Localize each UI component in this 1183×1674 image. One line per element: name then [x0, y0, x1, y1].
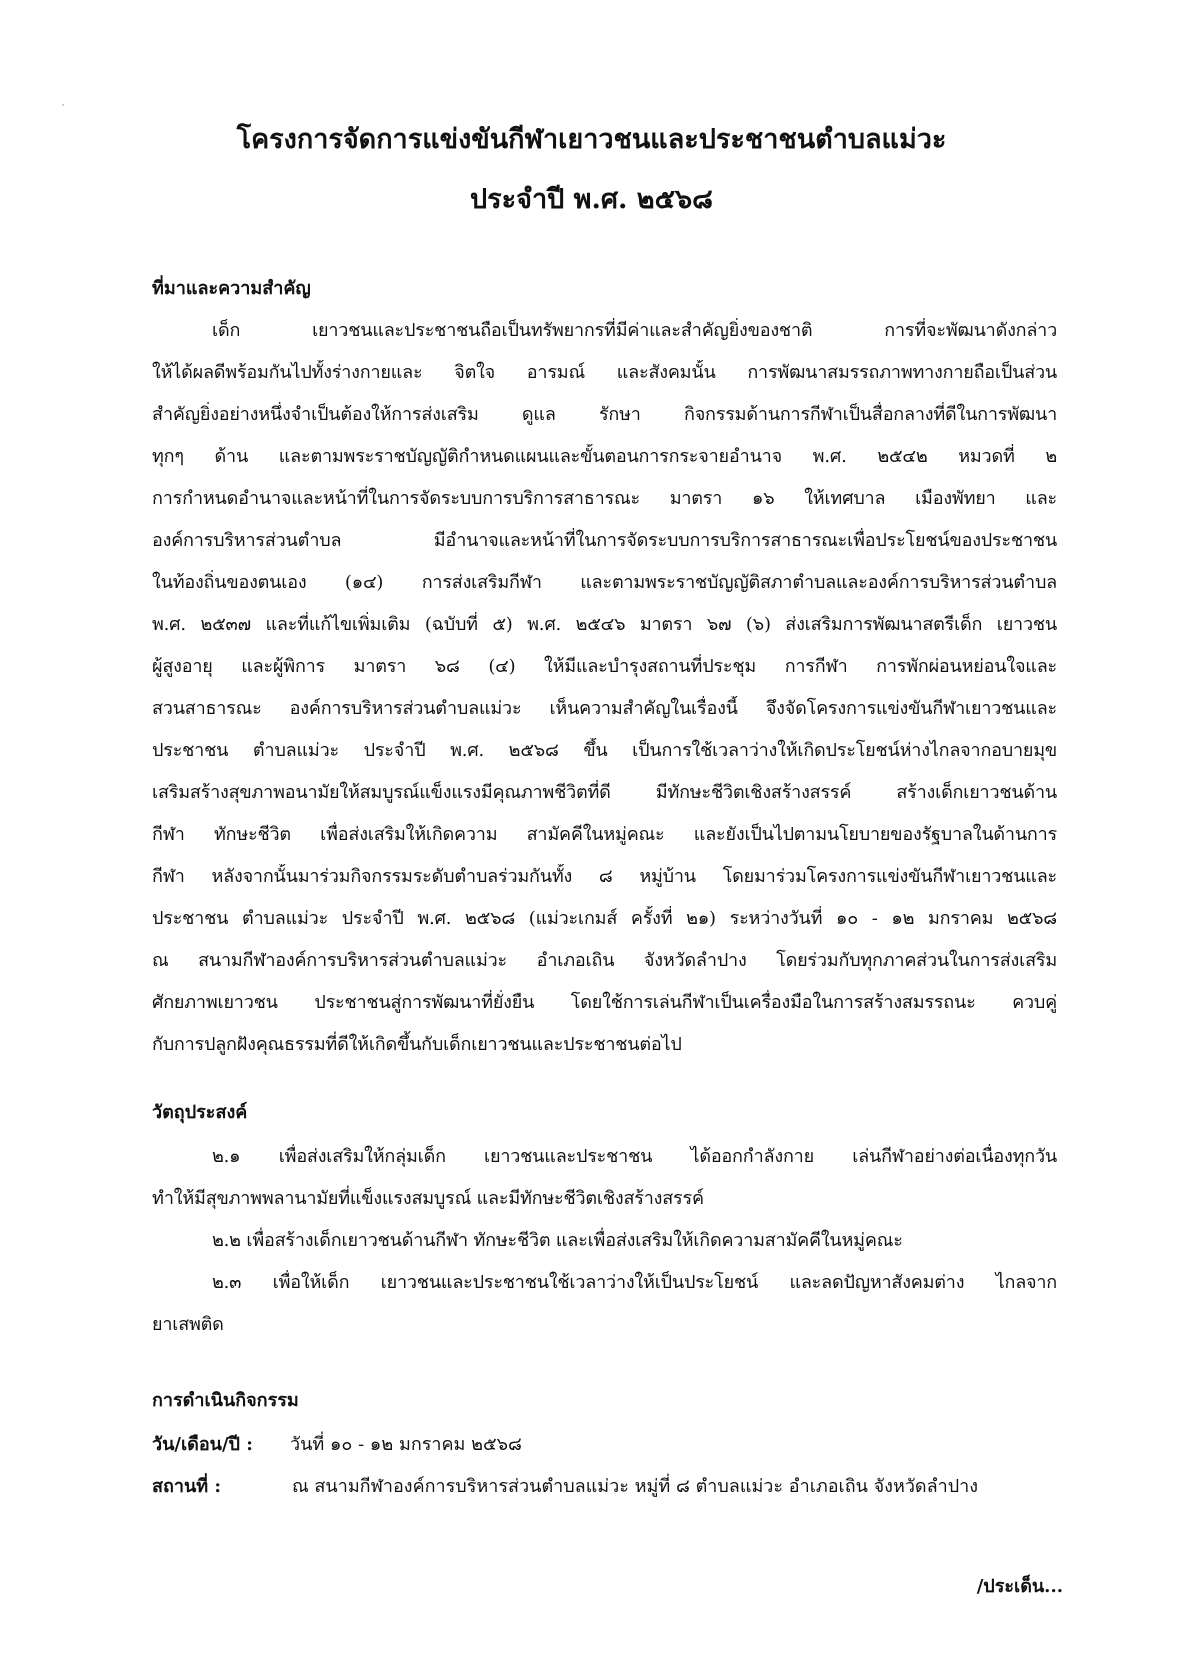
- background-line: กีฬา ทักษะชีวิต เพื่อส่งเสริมให้เกิดความ สามัคคีในหมู่คณะ และยังเป็นไปตามนโยบายของรัฐบาลในด้านการ: [152, 824, 1057, 845]
- objective-line: ๒.๒ เพื่อสร้างเด็กเยาวชนด้านกีฬา ทักษะชีวิต และเพื่อส่งเสริมให้เกิดความสามัคคีในหมู่คณะ: [212, 1230, 903, 1251]
- background-line: สำคัญยิ่งอย่างหนึ่งจำเป็นต้องให้การส่งเสริม ดูแล รักษา กิจกรรมด้านการกีฬาเป็นสื่อกลางที่ดีในการพัฒนา: [152, 404, 1057, 425]
- background-line: พ.ศ. ๒๕๓๗ และที่แก้ไขเพิ่มเติม (ฉบับที่ ๕) พ.ศ. ๒๕๔๖ มาตรา ๖๗ (๖) ส่งเสริมการพัฒนาสตรีเด็ก เยาวชน: [152, 614, 1057, 635]
- place-value: ณ สนามกีฬาองค์การบริหารส่วนตำบลแม่วะ หมู่ที่ ๘ ตำบลแม่วะ อำเภอเถิน จังหวัดลำปาง: [292, 1476, 979, 1497]
- section-heading-activities: การดำเนินกิจกรรม: [152, 1390, 299, 1411]
- background-line: ศักยภาพเยาวชน ประชาชนสู่การพัฒนาที่ยั่งยืน โดยใช้การเล่นกีฬาเป็นเครื่องมือในการสร้างสมรรถนะ ควบคู่: [152, 992, 1057, 1013]
- background-line: กับการปลูกฝังคุณธรรมที่ดีให้เกิดขึ้นกับเด็กเยาวชนและประชาชนต่อไป: [152, 1034, 682, 1055]
- background-line: องค์การบริหารส่วนตำบล มีอำนาจและหน้าที่ในการจัดระบบการบริการสาธารณะเพื่อประโยชน์ของประชาชน: [152, 530, 1057, 551]
- document-title: โครงการจัดการแข่งขันกีฬาเยาวชนและประชาชนตำบลแม่วะ: [236, 124, 947, 155]
- section-heading-objectives: วัตถุประสงค์: [152, 1102, 248, 1123]
- continuation-marker: /ประเด็น...: [976, 1576, 1063, 1597]
- background-line: การกำหนดอำนาจและหน้าที่ในการจัดระบบการบริการสาธารณะ มาตรา ๑๖ ให้เทศบาล เมืองพัทยา และ: [152, 488, 1057, 509]
- document-title-year: ประจำปี พ.ศ. ๒๕๖๘: [470, 184, 713, 215]
- background-line: ประชาชน ตำบลแม่วะ ประจำปี พ.ศ. ๒๕๖๘ ขึ้น เป็นการใช้เวลาว่างให้เกิดประโยชน์ห่างไกลจากอบายมุข: [152, 740, 1057, 761]
- section-heading-background: ที่มาและความสำคัญ: [152, 278, 311, 299]
- place-label: สถานที่ :: [152, 1476, 222, 1497]
- background-line: ผู้สูงอายุ และผู้พิการ มาตรา ๖๘ (๔) ให้มีและบำรุงสถานที่ประชุม การกีฬา การพักผ่อนหย่อนใจและ: [152, 656, 1057, 677]
- background-line: สวนสาธารณะ องค์การบริหารส่วนตำบลแม่วะ เห็นความสำคัญในเรื่องนี้ จึงจัดโครงการแข่งขันกีฬาเยาวชนและ: [152, 698, 1057, 719]
- background-line: ให้ได้ผลดีพร้อมกันไปทั้งร่างกายและ จิตใจ อารมณ์ และสังคมนั้น การพัฒนาสมรรถภาพทางกายถือเป็นส่วน: [152, 362, 1057, 383]
- objective-line: ยาเสพติด: [152, 1314, 224, 1335]
- scan-speck: [62, 104, 64, 106]
- objective-line: ๒.๓ เพื่อให้เด็ก เยาวชนและประชาชนใช้เวลาว่างให้เป็นประโยชน์ และลดปัญหาสังคมต่าง ไกลจาก: [212, 1272, 1057, 1293]
- background-line: ในท้องถิ่นของตนเอง (๑๔) การส่งเสริมกีฬา และตามพระราชบัญญัติสภาตำบลและองค์การบริหารส่วนตำบล: [152, 572, 1057, 593]
- date-label: วัน/เดือน/ปี :: [152, 1434, 253, 1455]
- objective-line: ๒.๑ เพื่อส่งเสริมให้กลุ่มเด็ก เยาวชนและประชาชน ได้ออกกำลังกาย เล่นกีฬาอย่างต่อเนื่องทุกวัน: [212, 1146, 1057, 1167]
- background-line: ทุกๆ ด้าน และตามพระราชบัญญัติกำหนดแผนและขั้นตอนการกระจายอำนาจ พ.ศ. ๒๕๔๒ หมวดที่ ๒: [152, 446, 1057, 467]
- objective-line: ทำให้มีสุขภาพพลานามัยที่แข็งแรงสมบูรณ์ และมีทักษะชีวิตเชิงสร้างสรรค์: [152, 1188, 704, 1209]
- date-value: วันที่ ๑๐ - ๑๒ มกราคม ๒๕๖๘: [290, 1434, 522, 1455]
- background-line: เด็ก เยาวชนและประชาชนถือเป็นทรัพยากรที่มีค่าและสำคัญยิ่งของชาติ การที่จะพัฒนาดังกล่าว: [212, 320, 1057, 341]
- background-line: ประชาชน ตำบลแม่วะ ประจำปี พ.ศ. ๒๕๖๘ (แม่วะเกมส์ ครั้งที่ ๒๑) ระหว่างวันที่ ๑๐ - ๑๒ มกราคม ๒๕๖๘: [152, 908, 1057, 929]
- background-line: เสริมสร้างสุขภาพอนามัยให้สมบูรณ์แข็งแรงมีคุณภาพชีวิตที่ดี มีทักษะชีวิตเชิงสร้างสรรค์ สร้างเด็กเยาวชนด้าน: [152, 782, 1057, 803]
- background-line: กีฬา หลังจากนั้นมาร่วมกิจกรรมระดับตำบลร่วมกันทั้ง ๘ หมู่บ้าน โดยมาร่วมโครงการแข่งขันกีฬาเยาวชนและ: [152, 866, 1057, 887]
- background-line: ณ สนามกีฬาองค์การบริหารส่วนตำบลแม่วะ อำเภอเถิน จังหวัดลำปาง โดยร่วมกับทุกภาคส่วนในการส่งเสริม: [152, 950, 1057, 971]
